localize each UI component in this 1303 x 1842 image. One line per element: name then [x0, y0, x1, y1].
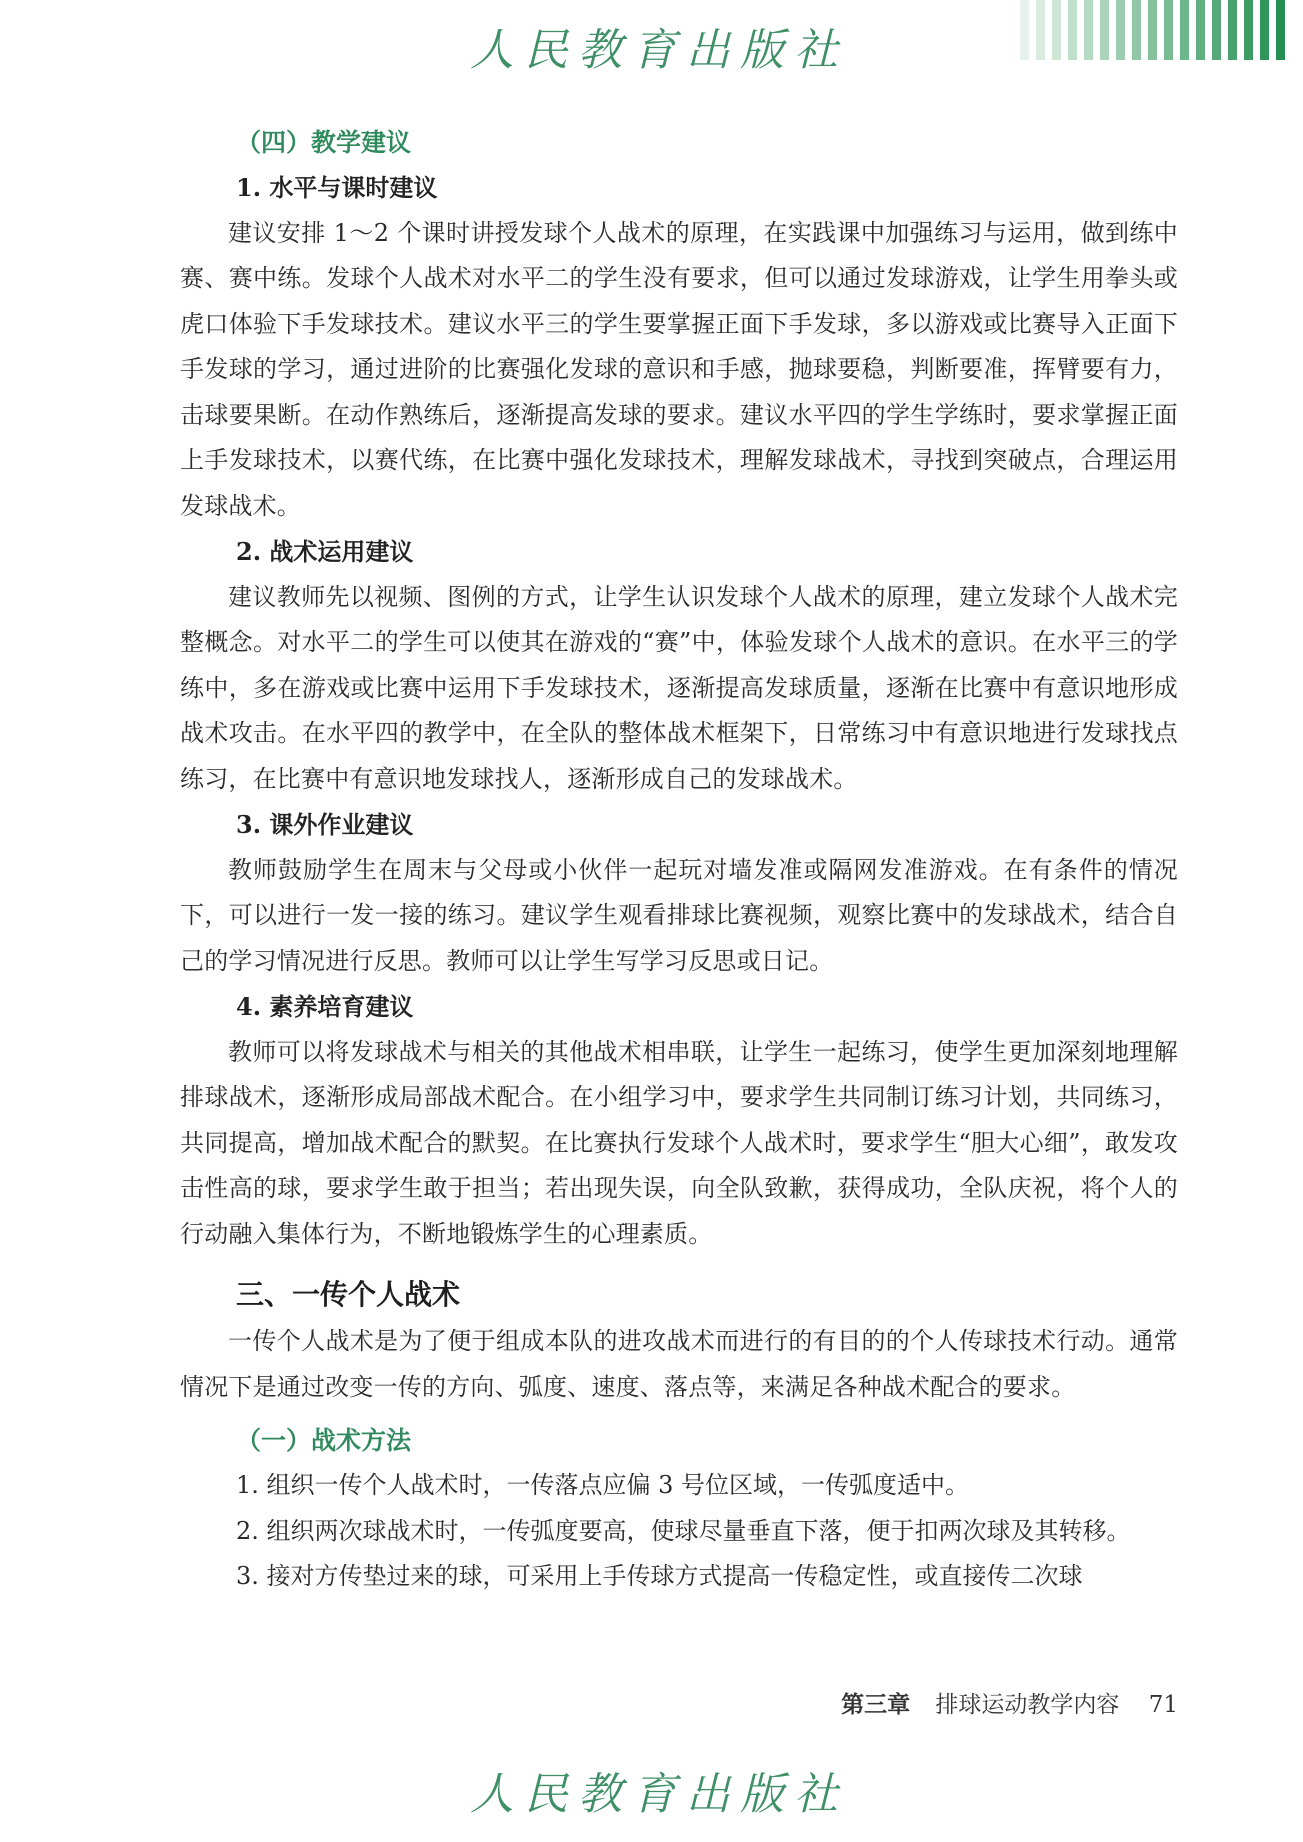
list-item: 1. 组织一传个人战术时，一传落点应偏 3 号位区域，一传弧度适中。: [236, 1471, 970, 1499]
paragraph-tactics-use: 建议教师先以视频、图例的方式，让学生认识发球个人战术的原理，建立发球个人战术完整概念。对水平二的学生可以使其在游戏的“赛”中，体验发球个人战术的意识。在水平三的学练中，多在游戏或比赛中运用下手发球技术，逐渐提高发球质量，逐渐在比赛中有意识地形成战术攻击。在水平四的教学中，在全队的整体战术框架下，日常练习中有意识地进行发球找点练习，在比赛中有意识地发球找人，逐渐形成自己的发球战术。: [180, 582, 1178, 793]
page-footer: [841, 1686, 1178, 1719]
publisher-logo-text: 人民教育出版社: [470, 1769, 848, 1820]
header-stripe: [1212, 0, 1221, 60]
header-stripe: [1084, 0, 1093, 60]
header-stripe: [1100, 0, 1109, 60]
header-stripes: [1020, 0, 1303, 60]
page-body: [180, 120, 1178, 1600]
header-stripe: [1116, 0, 1125, 60]
header-stripe: [1052, 0, 1061, 60]
section-heading-tactic-methods: （一）战术方法: [236, 1426, 412, 1455]
paragraph-first-pass-intro: 一传个人战术是为了便于组成本队的进攻战术而进行的有目的的个人传球技术行动。通常情况下是通过改变一传的方向、弧度、速度、落点等，来满足各种战术配合的要求。: [180, 1327, 1178, 1401]
header-stripe: [1068, 0, 1077, 60]
list-item: 3. 接对方传垫过来的球，可采用上手传球方式提高一传稳定性，或直接传二次球: [236, 1562, 1083, 1590]
subheading-level-hours: 1. 水平与课时建议: [236, 173, 438, 202]
header-stripe: [1180, 0, 1189, 60]
footer-chapter: 第三章: [841, 1691, 911, 1718]
paragraph-literacy: 教师可以将发球战术与相关的其他战术相串联，让学生一起练习，使学生更加深刻地理解排球战术，逐渐形成局部战术配合。在小组学习中，要求学生共同制订练习计划，共同练习，共同提高，增加战术配合的默契。在比赛执行发球个人战术时，要求学生“胆大心细”，敢发攻击性高的球，要求学生敢于担当；若出现失误，向全队致歉，获得成功，全队庆祝，将个人的行动融入集体行为，不断地锻炼学生的心理素质。: [180, 1037, 1178, 1248]
list-item: 2. 组织两次球战术时，一传弧度要高，使球尽量垂直下落，便于扣两次球及其转移。: [236, 1516, 1131, 1545]
paragraph-homework: 教师鼓励学生在周末与父母或小伙伴一起玩对墙发准或隔网发准游戏。在有条件的情况下，可以进行一发一接的练习。建议学生观看排球比赛视频，观察比赛中的发球战术，结合自己的学习情况进行反思。教师可以让学生写学习反思或日记。: [180, 855, 1178, 975]
header-stripe: [1244, 0, 1253, 60]
heading-first-pass-tactics: 三、一传个人战术: [236, 1278, 461, 1311]
paragraph-level-hours: 建议安排 1～2 个课时讲授发球个人战术的原理，在实践课中加强练习与运用，做到练中赛、赛中练。发球个人战术对水平二的学生没有要求，但可以通过发球游戏，让学生用拳头或虎口体验下手发球技术。建议水平三的学生要掌握正面下手发球，多以游戏或比赛导入正面下手发球的学习，通过进阶的比赛强化发球的意识和手感，抛球要稳，判断要准，挥臂要有力，击球要果断。在动作熟练后，逐渐提高发球的要求。建议水平四的学生学练时，要求掌握正面上手发球技术，以赛代练，在比赛中强化发球技术，理解发球战术，寻找到突破点，合理运用发球战术。: [180, 218, 1178, 520]
header-stripe: [1132, 0, 1141, 60]
publisher-logo-top: [470, 14, 848, 76]
header-stripe: [1036, 0, 1045, 60]
header-stripe: [1148, 0, 1157, 60]
footer-chapter-title: 排球运动教学内容: [935, 1692, 1120, 1718]
subheading-literacy: 4. 素养培育建议: [236, 992, 414, 1021]
header-stripe: [1196, 0, 1205, 60]
publisher-logo-bottom: [470, 1758, 848, 1820]
header-stripe: [1164, 0, 1173, 60]
header-stripe: [1228, 0, 1237, 60]
header-stripe: [1276, 0, 1285, 60]
section-heading-teaching-suggestions: （四）教学建议: [236, 128, 412, 157]
header-stripe: [1020, 0, 1029, 60]
page-number: 71: [1148, 1692, 1178, 1718]
header-stripe: [1260, 0, 1269, 60]
publisher-logo-text: 人民教育出版社: [470, 25, 848, 76]
subheading-homework: 3. 课外作业建议: [236, 810, 414, 839]
subheading-tactics-use: 2. 战术运用建议: [236, 537, 414, 566]
